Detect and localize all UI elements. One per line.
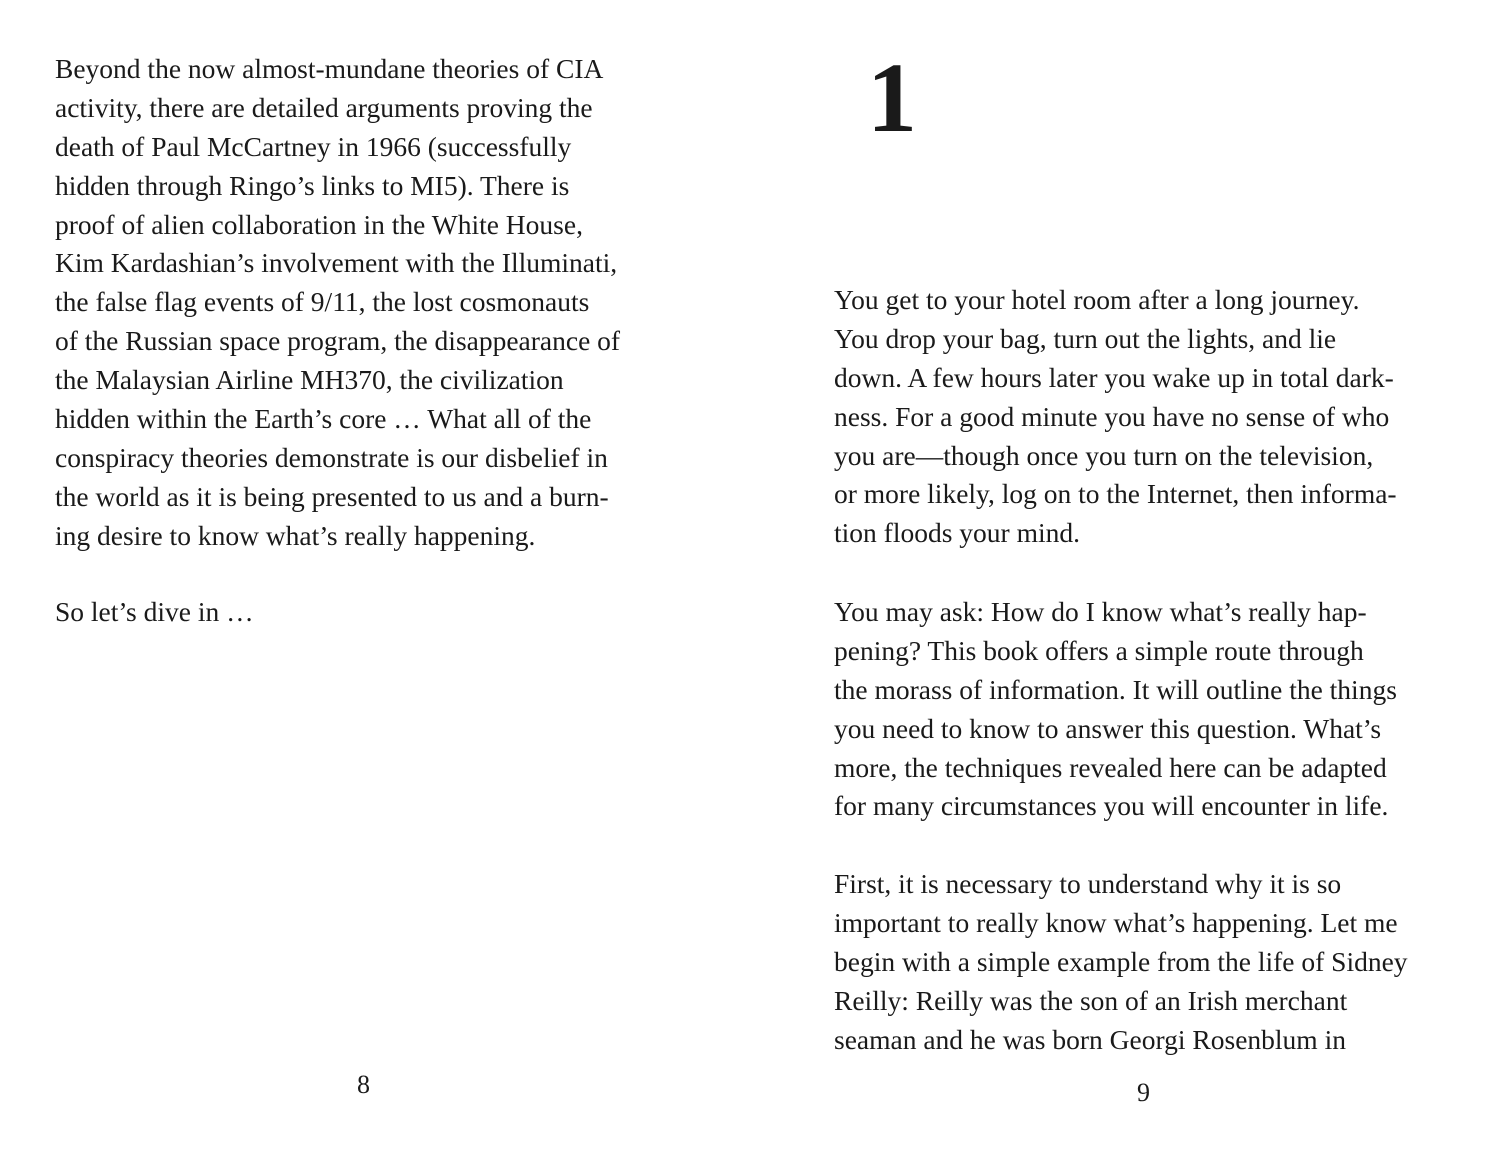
text-line: for many circumstances you will encounter in life. xyxy=(834,790,1389,822)
text-line: ness. For a good minute you have no sense of who xyxy=(834,400,1390,432)
text-line: the Malaysian Airline MH370, the civilization xyxy=(55,364,564,396)
text-line: you need to know to answer this question. What’s xyxy=(834,712,1382,744)
text-line: So let’s dive in … xyxy=(55,596,254,627)
text-line: hidden through Ringo’s links to MI5). There is xyxy=(55,169,570,201)
text-line: First, it is necessary to understand why it is so xyxy=(834,868,1342,899)
text-line: seaman and he was born Georgi Rosenblum in xyxy=(834,1023,1346,1055)
text-line: pening? This book offers a simple route through xyxy=(834,634,1364,666)
text-line: hidden within the Earth’s core … What all of the xyxy=(55,403,592,435)
text-line: You may ask: How do I know what’s really hap- xyxy=(834,596,1367,627)
text-line: the false flag events of 9/11, the lost cosmonauts xyxy=(55,286,590,318)
text-line: Reilly: Reilly was the son of an Irish merchant xyxy=(834,984,1348,1016)
page-number: 9 xyxy=(1137,1078,1150,1107)
chapter-number: 1 xyxy=(867,42,917,153)
text-line: down. A few hours later you wake up in total dark- xyxy=(834,361,1394,393)
text-line: ing desire to know what’s really happening. xyxy=(55,519,536,551)
paragraph xyxy=(55,593,254,632)
text-line: activity, there are detailed arguments proving the xyxy=(55,91,593,123)
text-line: of the Russian space program, the disappearance of xyxy=(55,325,621,357)
text-line: Beyond the now almost-mundane theories of CIA xyxy=(55,53,604,84)
paragraph xyxy=(834,865,1408,1059)
text-line: important to really know what’s happening. Let me xyxy=(834,906,1398,938)
text-line: proof of alien collaboration in the White House, xyxy=(55,208,583,240)
text-line: or more likely, log on to the Internet, then informa- xyxy=(834,478,1397,510)
text-line: begin with a simple example from the life of Sidney xyxy=(834,945,1408,977)
text-line: conspiracy theories demonstrate is our disbelief in xyxy=(55,441,608,473)
paragraph xyxy=(834,593,1397,826)
text-line: you are—though once you turn on the television, xyxy=(834,439,1374,471)
text-line: the world as it is being presented to us and a burn- xyxy=(55,480,609,512)
text-line: the morass of information. It will outline the things xyxy=(834,673,1397,705)
text-line: Kim Kardashian’s involvement with the Illuminati, xyxy=(55,247,618,279)
left-page xyxy=(0,0,755,1165)
page-number: 8 xyxy=(357,1070,370,1099)
text-line: You get to your hotel room after a long journey. xyxy=(834,284,1360,315)
right-page xyxy=(755,0,1511,1165)
paragraph xyxy=(834,281,1397,553)
text-line: tion floods your mind. xyxy=(834,517,1080,549)
text-line: more, the techniques revealed here can be adapted xyxy=(834,751,1387,783)
text-line: You drop your bag, turn out the lights, and lie xyxy=(834,322,1337,354)
paragraph xyxy=(55,50,620,556)
text-line: death of Paul McCartney in 1966 (successfully xyxy=(55,130,572,162)
